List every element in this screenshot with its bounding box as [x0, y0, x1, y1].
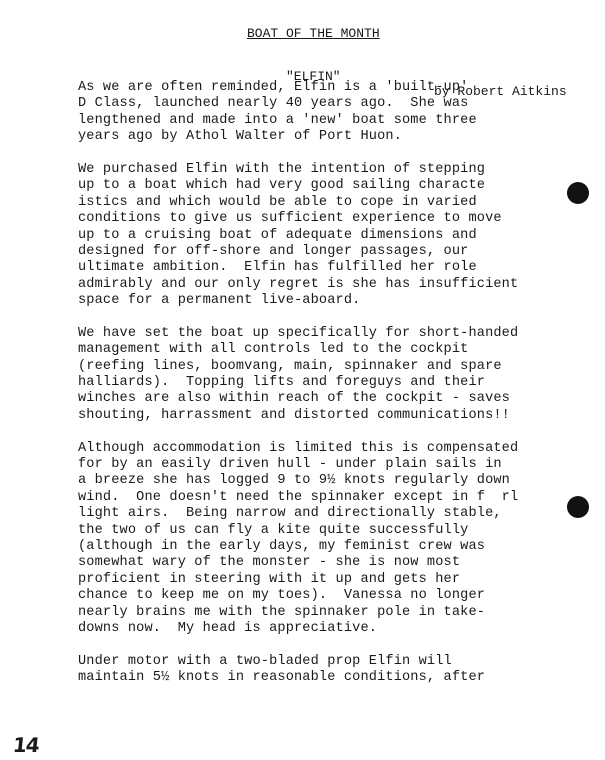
text-line: a breeze she has logged 9 to 9½ knots regularly down	[78, 473, 510, 489]
article-heading: BOAT OF THE MONTH	[247, 26, 380, 41]
text-line: maintain 5½ knots in reasonable conditions, after	[78, 670, 486, 686]
text-line: designed for off-shore and longer passages, our	[78, 243, 469, 259]
punch-hole	[567, 182, 589, 204]
text-line: (reefing lines, boomvang, main, spinnaker and spare	[78, 358, 502, 374]
text-line: conditions to give us sufficient experience to move	[78, 211, 502, 227]
text-line: years ago by Athol Walter of Port Huon.	[78, 129, 402, 145]
text-line: downs now. My head is appreciative.	[78, 620, 378, 636]
text-line: for by an easily driven hull - under plain sails in	[78, 456, 502, 472]
text-line: up to a boat which had very good sailing characte	[78, 178, 486, 194]
paragraph-3	[78, 326, 605, 424]
text-line: Under motor with a two-bladed prop Elfin will	[78, 653, 452, 669]
text-line: the two of us can fly a kite quite successfully	[78, 522, 469, 538]
text-line: As we are often reminded, Elfin is a 'built-up'	[78, 80, 469, 95]
text-line: halliards). Topping lifts and foreguys and their	[78, 375, 486, 391]
article-body	[78, 80, 605, 703]
text-line: somewhat wary of the monster - she is now most	[78, 555, 461, 571]
page-number: 14	[11, 733, 41, 757]
text-line: istics and which would be able to cope in varied	[78, 194, 477, 210]
paragraph-4	[78, 441, 605, 638]
text-line: We have set the boat up specifically for short-handed	[78, 325, 519, 341]
text-line: chance to keep me on my toes). Vanessa no longer	[78, 588, 486, 604]
text-line: winches are also within reach of the cockpit - saves	[78, 391, 510, 407]
paragraph-1	[78, 80, 605, 146]
text-line: D Class, launched nearly 40 years ago. She was	[78, 96, 469, 112]
paragraph-5	[78, 654, 605, 687]
text-line: wind. One doesn't need the spinnaker except in f rl	[78, 489, 519, 505]
text-line: lengthened and made into a 'new' boat some three	[78, 112, 477, 128]
text-line: nearly brains me with the spinnaker pole in take-	[78, 604, 486, 620]
punch-hole	[567, 496, 589, 518]
text-line: light airs. Being narrow and directionally stable,	[78, 506, 502, 522]
text-line: (although in the early days, my feminist crew was	[78, 538, 486, 554]
text-line: space for a permanent live-aboard.	[78, 293, 361, 309]
author-byline: by Robert Aitkins	[434, 84, 567, 99]
paragraph-2	[78, 162, 605, 310]
text-line: proficient in steering with it up and gets her	[78, 571, 461, 587]
text-line: shouting, harrassment and distorted communications!!	[78, 407, 510, 423]
text-line: ultimate ambition. Elfin has fulfilled her role	[78, 260, 477, 276]
text-line: Although accommodation is limited this is compensated	[78, 440, 519, 456]
text-line: up to a cruising boat of adequate dimensions and	[78, 227, 477, 243]
text-line: admirably and our only regret is she has insufficient	[78, 276, 519, 292]
boat-name: "ELFIN"	[286, 69, 341, 84]
text-line: We purchased Elfin with the intention of stepping	[78, 161, 486, 177]
text-line: management with all controls led to the cockpit	[78, 342, 469, 358]
